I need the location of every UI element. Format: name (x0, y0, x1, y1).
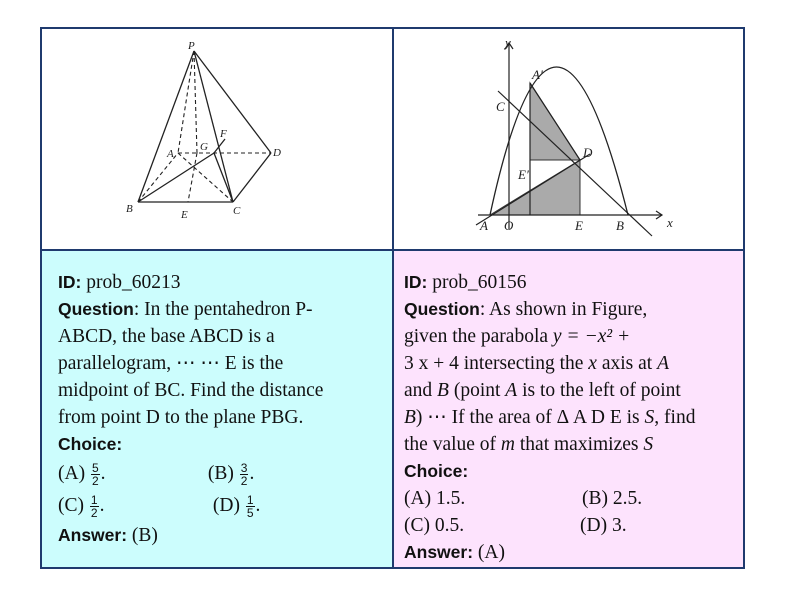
edge-PD (194, 51, 271, 153)
question-label: Question (58, 299, 134, 319)
question-line-2: ABCD, the base ABCD is a (58, 326, 275, 347)
choice-A: (A) $\frac{5}{2}$ . (58, 461, 106, 489)
choice-A-fraction (91, 462, 100, 487)
problem-60213-panel (42, 251, 392, 567)
question-text-6a: the value of (404, 434, 501, 455)
choice-A-letter: (A) (58, 463, 86, 484)
choice-B: (B) 2.5. (582, 488, 643, 509)
edge-PC (194, 51, 233, 202)
var-S-2: S (643, 434, 654, 455)
choice-C: (C) 0.5. (404, 515, 465, 536)
question-text-4a: and (404, 380, 438, 401)
label-O: O (504, 218, 514, 233)
id-value: prob_60213 (81, 272, 181, 293)
choice-D-num: 1 (246, 493, 254, 508)
choice-C-den: 2 (90, 506, 98, 521)
question-line-2 (404, 323, 743, 350)
parabola-equation-part-1: y = −x² + (552, 326, 631, 347)
choice-label-text: Choice: (58, 434, 123, 454)
var-x: x (588, 353, 597, 374)
label-C: C (496, 99, 505, 114)
pentahedron-figure (42, 29, 392, 249)
question-line-4: midpoint of BC. Find the distance (58, 380, 324, 401)
label-A: A (480, 218, 488, 233)
choice-A: (A) 1.5. (404, 488, 466, 509)
choice-D: (D) 3. (580, 515, 627, 536)
label-x: x (667, 215, 673, 230)
choice-B-fraction (240, 462, 249, 487)
parabola-equation-part-2: 3 x + 4 (404, 353, 459, 374)
choice-label (58, 431, 392, 458)
question-line-5 (404, 404, 743, 431)
var-m: m (500, 434, 516, 455)
border-right (743, 27, 745, 569)
id-label: ID: (404, 272, 428, 292)
question-text-5a: ) ⋯ If the area of Δ A D E is (415, 407, 645, 428)
answer-label: Answer: (404, 542, 474, 562)
choice-label-text: Choice: (404, 461, 469, 481)
choice-D-letter: (D) (212, 495, 240, 516)
label-A: A (167, 148, 174, 160)
label-F: F (220, 128, 227, 140)
edge-PB (138, 51, 194, 202)
edge-GC (214, 153, 233, 202)
question-text-1: : As shown in Figure, (479, 299, 648, 320)
question-line-3 (404, 350, 743, 377)
label-y: y (505, 35, 511, 50)
choice-D-fraction (246, 494, 255, 519)
question-line-5: from point D to the plane PBG. (58, 407, 304, 428)
point-B: B (437, 380, 449, 401)
label-E: E (575, 218, 583, 233)
label-D: D (273, 147, 281, 159)
label-E: E (181, 209, 188, 221)
parabola-diagram (394, 29, 743, 249)
id-line (404, 269, 743, 296)
point-A-2: A (505, 380, 518, 401)
choice-row-1 (404, 485, 743, 512)
edge-CD (233, 153, 271, 202)
choice-A-den: 2 (91, 474, 99, 489)
var-S: S (644, 407, 655, 428)
question-line-1 (58, 296, 392, 323)
question-text-5b: , find (654, 407, 696, 428)
label-B: B (616, 218, 624, 233)
label-P: P (188, 40, 195, 52)
choice-B-letter: (B) (207, 463, 234, 484)
point-B-2: B (404, 407, 416, 428)
choice-C-letter: (C) (58, 495, 84, 516)
edge-PG-hidden (194, 51, 197, 153)
question-line-6 (404, 431, 743, 458)
problem-grid (40, 27, 745, 569)
edge-AC-hidden (178, 153, 233, 202)
choice-D: (D) $\frac{1}{5}$ . (212, 493, 261, 521)
question-text-3a: intersecting the (458, 353, 589, 374)
question-text-4c: is to the left of point (517, 380, 681, 401)
question-line-3: parallelogram, ⋯ ⋯ E is the (58, 353, 284, 374)
choice-label (404, 458, 743, 485)
id-value: prob_60156 (427, 272, 527, 293)
answer-value: (A) (473, 542, 505, 563)
question-label: Question (404, 299, 480, 319)
choice-B: (B) $\frac{3}{2}$ . (207, 461, 255, 489)
label-A-prime: A′ (532, 67, 543, 82)
choice-row-1 (58, 458, 392, 490)
edge-PA-hidden (178, 51, 194, 153)
pentahedron-diagram (42, 29, 392, 249)
label-E-prime: E′ (518, 167, 529, 182)
choice-B-num: 3 (240, 461, 248, 476)
parabola-figure (394, 29, 743, 249)
id-label: ID: (58, 272, 82, 292)
choice-C-fraction (90, 494, 99, 519)
choice-A-num: 5 (91, 461, 99, 476)
choice-C-num: 1 (90, 493, 98, 508)
label-B: B (126, 203, 133, 215)
choice-D-den: 5 (246, 506, 254, 521)
question-text-6b: that maximizes (515, 434, 644, 455)
problem-60156-panel (394, 251, 743, 567)
choice-row-2 (58, 490, 392, 522)
question-text-1: : In the pentahedron P- (133, 299, 313, 320)
id-line (58, 269, 392, 296)
answer-value: (B) (127, 525, 158, 546)
choice-B-den: 2 (240, 474, 248, 489)
edge-GE-hidden (188, 153, 197, 202)
choice-C: (C) $\frac{1}{2}$ . (58, 493, 105, 521)
answer-line (404, 539, 743, 566)
point-A: A (657, 353, 669, 374)
label-C: C (233, 205, 241, 217)
question-text-2: given the parabola (404, 326, 553, 347)
edge-BG (138, 153, 214, 202)
label-D: D (583, 145, 593, 160)
edge-BA-hidden (138, 153, 178, 202)
question-text-3b: axis at (596, 353, 658, 374)
answer-label: Answer: (58, 525, 128, 545)
question-line-1 (404, 296, 743, 323)
question-line-4 (404, 377, 743, 404)
choice-row-2 (404, 512, 743, 539)
question-text-4b: (point (448, 380, 506, 401)
label-G: G (200, 141, 208, 153)
answer-line (58, 522, 392, 549)
